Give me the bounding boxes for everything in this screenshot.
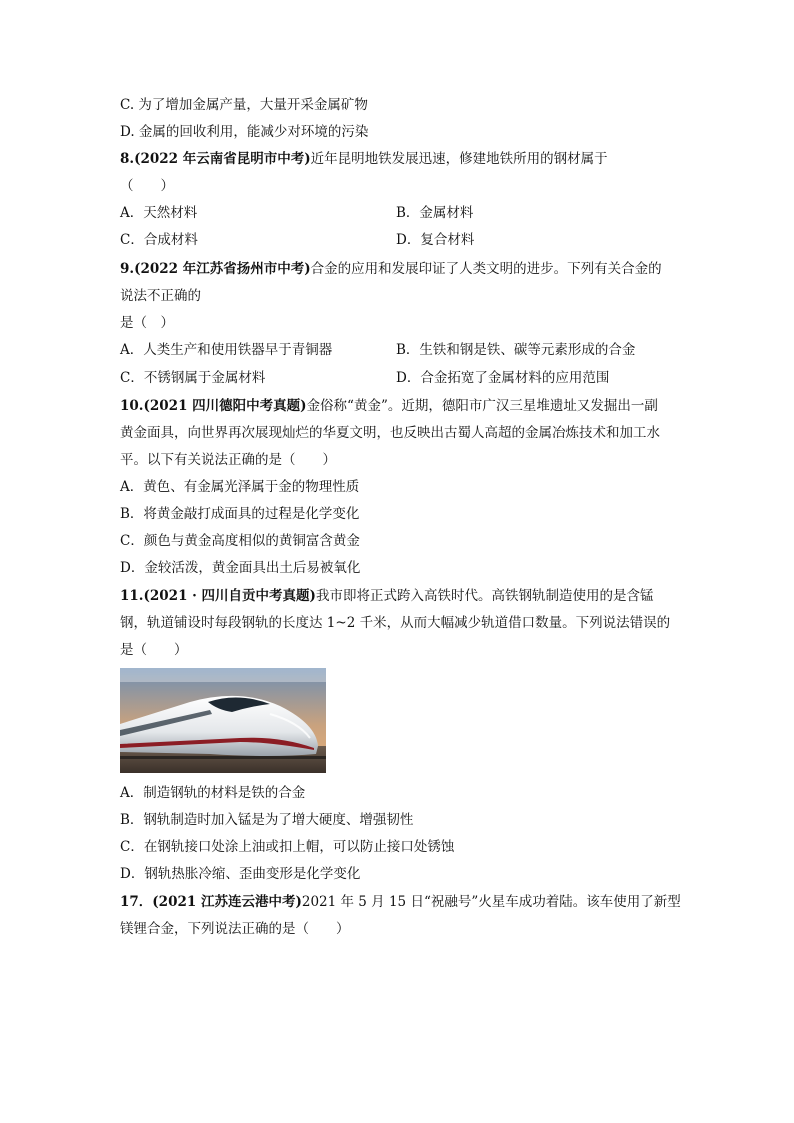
q11-option-b: B．钢轨制造时加入锰是为了增大硬度、增强韧性	[120, 812, 414, 828]
q10-stem1: 金俗称“黄金”。近期，德阳市广汉三星堆遗址又发掘出一副	[306, 398, 658, 414]
q8-option-c: C．合成材料	[120, 232, 198, 248]
q10-stem-line2: 黄金面具，向世界再次展现灿烂的华夏文明，也反映出古蜀人高超的金属冶炼技术和加工水	[120, 425, 660, 441]
q11-stem1: 我市即将正式跨入高铁时代。高铁钢轨制造使用的是含锰	[315, 588, 654, 604]
q11-stem-line3: 是（ ）	[120, 642, 188, 658]
train-illustration	[120, 668, 326, 773]
q17-source: (2021 江苏连云港中考)	[152, 894, 302, 910]
q11-stem-line1	[120, 587, 653, 605]
q8-stem: 近年昆明地铁发展迅速，修建地铁所用的钢材属于	[310, 151, 608, 167]
q10-stem-line1	[120, 397, 658, 415]
q9-number: 9.	[120, 261, 135, 277]
q17-stem-line1	[120, 893, 681, 911]
q17-stem1: 2021 年 5 月 15 日“祝融号”火星车成功着陆。该车使用了新型	[301, 894, 681, 910]
q11-option-d: D．钢轨热胀冷缩、歪曲变形是化学变化	[120, 866, 361, 882]
q8-source: (2022 年云南省昆明市中考)	[134, 151, 311, 167]
q9-option-b: B．生铁和钢是铁、碳等元素形成的合金	[396, 342, 636, 358]
q9-stem-line3: 是（ ）	[120, 315, 174, 331]
q9-option-d: D．合金拓宽了金属材料的应用范围	[396, 370, 610, 386]
q11-number: 11.	[120, 588, 144, 604]
q9-option-a: A．人类生产和使用铁器早于青铜器	[120, 342, 333, 358]
q8-option-d: D．复合材料	[396, 232, 475, 248]
q10-option-d: D．金较活泼，黄金面具出土后易被氧化	[120, 560, 361, 576]
q10-source: (2021 四川德阳中考真题)	[143, 398, 307, 414]
q8-stem-line1	[120, 150, 608, 168]
q11-option-c: C．在钢轨接口处涂上油或扣上帽，可以防止接口处锈蚀	[120, 839, 455, 855]
q10-stem-line3: 平。以下有关说法正确的是（ ）	[120, 452, 336, 468]
q7-option-c: C. 为了增加金属产量，大量开采金属矿物	[120, 97, 368, 113]
q17-stem-line2: 镁锂合金，下列说法正确的是（ ）	[120, 921, 350, 937]
q11-stem-line2: 钢，轨道铺设时每段钢轨的长度达 1~2 千米，从而大幅减少轨道借口数量。下列说法错误的	[120, 615, 671, 631]
high-speed-train-image	[120, 668, 326, 773]
q10-option-c: C．颜色与黄金高度相似的黄铜富含黄金	[120, 533, 360, 549]
q9-stem-line2: 说法不正确的	[120, 288, 201, 304]
q11-option-a: A．制造钢轨的材料是铁的合金	[120, 785, 306, 801]
q8-number: 8.	[120, 151, 135, 167]
q10-option-a: A．黄色、有金属光泽属于金的物理性质	[120, 479, 360, 495]
q9-option-c: C．不锈钢属于金属材料	[120, 370, 266, 386]
q9-source: (2022 年江苏省扬州市中考)	[134, 261, 311, 277]
q8-option-a: A．天然材料	[120, 205, 198, 221]
q17-number: 17．	[120, 894, 153, 910]
q10-option-b: B．将黄金敲打成面具的过程是化学变化	[120, 506, 360, 522]
q8-option-b: B．金属材料	[396, 205, 474, 221]
q7-option-d: D. 金属的回收利用，能减少对环境的污染	[120, 124, 369, 140]
q9-stem-line1	[120, 260, 662, 278]
q8-paren: （ ）	[120, 178, 174, 194]
q9-stem1: 合金的应用和发展印证了人类文明的进步。下列有关合金的	[310, 261, 662, 277]
q11-source: (2021 · 四川自贡中考真题)	[143, 588, 316, 604]
q10-number: 10.	[120, 398, 144, 414]
